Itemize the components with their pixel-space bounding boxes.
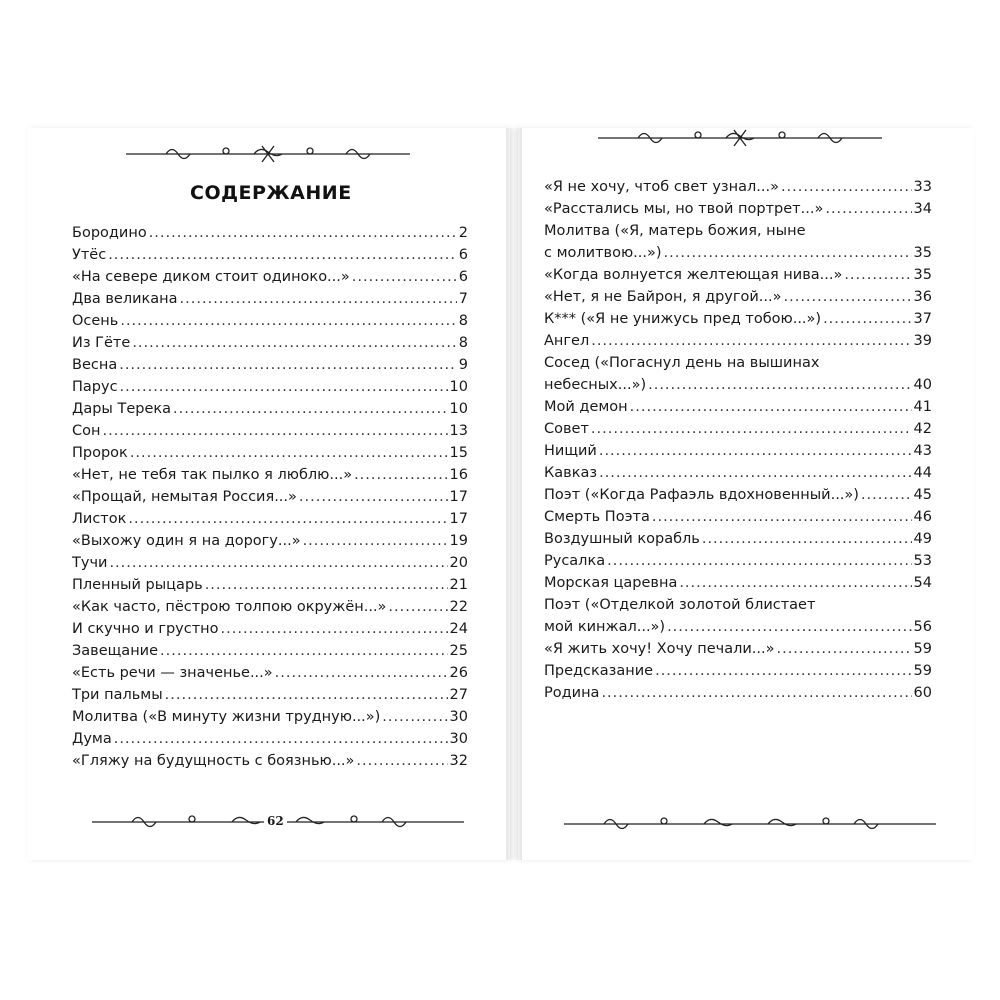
toc-entry-row (544, 462, 932, 484)
toc-entry-title: небесных...») (544, 377, 647, 393)
toc-entry (72, 750, 468, 772)
toc-entry-page: 13 (449, 423, 468, 439)
dot-leader (655, 660, 911, 682)
dot-leader (599, 462, 911, 484)
dot-leader (648, 374, 911, 396)
dot-leader (119, 354, 457, 376)
dot-leader (784, 286, 912, 308)
toc-entry-page: 25 (449, 643, 468, 659)
toc-entry-title: Совет (544, 421, 589, 437)
toc-entry-title: «Как часто, пёстрою толпою окружён...» (72, 599, 387, 615)
dot-leader (667, 616, 911, 638)
toc-entry (72, 398, 468, 420)
toc-entry-page: 10 (449, 379, 468, 395)
toc-entry-title: «На севере диком стоит одиноко...» (72, 269, 350, 285)
toc-entry-page: 17 (449, 511, 468, 527)
toc-entry-row (72, 684, 468, 706)
toc-entry (544, 352, 932, 396)
toc-entry-page: 45 (913, 487, 932, 503)
dot-leader (120, 310, 456, 332)
toc-entry (72, 706, 468, 728)
toc-entry-title: Пленный рыцарь (72, 577, 203, 593)
flourish-ornament-icon (126, 142, 410, 166)
toc-entry-page: 37 (913, 311, 932, 327)
flourish-ornament-icon (598, 126, 882, 150)
toc-entry (544, 440, 932, 462)
toc-entry-page: 53 (913, 553, 932, 569)
toc-entry-page: 54 (913, 575, 932, 591)
toc-entry-title: Дума (72, 731, 112, 747)
dot-leader (844, 264, 911, 286)
toc-entry-title-line: Сосед («Погаснул день на вышинах (544, 355, 820, 371)
toc-entry-title: с молитвою...») (544, 245, 662, 261)
toc-entry-page: 10 (449, 401, 468, 417)
toc-entry (72, 244, 468, 266)
dot-leader (149, 222, 457, 244)
toc-entry-title: Два великана (72, 291, 178, 307)
toc-entry-title: Тучи (72, 555, 108, 571)
toc-entry-title: Морская царевна (544, 575, 678, 591)
dot-leader (630, 396, 912, 418)
toc-entry-page: 8 (458, 335, 468, 351)
toc-entry-row (72, 244, 468, 266)
toc-entry-title: Нищий (544, 443, 597, 459)
toc-entry-title: Кавказ (544, 465, 598, 481)
toc-entry (72, 332, 468, 354)
toc-entry-row (72, 706, 468, 728)
table-of-contents-left (72, 222, 468, 772)
toc-entry-row (544, 330, 932, 352)
toc-entry-title: «Я жить хочу! Хочу печали...» (544, 641, 775, 657)
toc-entry-page: 20 (449, 555, 468, 571)
dot-leader (776, 638, 911, 660)
toc-entry-page: 39 (913, 333, 932, 349)
toc-entry-page: 35 (913, 245, 932, 261)
dot-leader (354, 464, 447, 486)
toc-entry-row (544, 440, 932, 462)
toc-entry-row (72, 222, 468, 244)
toc-entry-row (544, 528, 932, 550)
toc-entry-page: 6 (458, 247, 468, 263)
dot-leader (128, 508, 447, 530)
toc-entry-row (544, 616, 932, 638)
dot-leader (664, 242, 912, 264)
toc-entry-page: 9 (458, 357, 468, 373)
table-of-contents-right (544, 176, 932, 704)
toc-entry (544, 528, 932, 550)
toc-entry-title: К*** («Я не унижусь пред тобою...») (544, 311, 822, 327)
dot-leader (352, 266, 457, 288)
toc-entry-page: 46 (913, 509, 932, 525)
toc-entry (72, 662, 468, 684)
toc-entry-row (544, 286, 932, 308)
toc-entry-title: мой кинжал...») (544, 619, 666, 635)
toc-entry-row (72, 596, 468, 618)
toc-entry (72, 442, 468, 464)
toc-entry-row (544, 506, 932, 528)
toc-entry-row (72, 464, 468, 486)
toc-entry-page: 56 (913, 619, 932, 635)
toc-entry-title: Русалка (544, 553, 606, 569)
toc-entry (544, 682, 932, 704)
dot-leader (130, 442, 448, 464)
dot-leader (299, 486, 448, 508)
toc-entry-page: 30 (449, 731, 468, 747)
dot-leader (601, 682, 911, 704)
toc-entry-row (72, 332, 468, 354)
toc-entry-page: 35 (913, 267, 932, 283)
toc-entry-title: «Когда волнуется желтеющая нива...» (544, 267, 843, 283)
toc-entry-title-line: Поэт («Отделкой золотой блистает (544, 597, 816, 613)
toc-entry-title: Смерть Поэта (544, 509, 650, 525)
toc-entry-page: 24 (449, 621, 468, 637)
toc-entry-page: 6 (458, 269, 468, 285)
toc-entry-title: «Прощай, немытая Россия...» (72, 489, 297, 505)
dot-leader (823, 308, 911, 330)
toc-entry-title: Сон (72, 423, 101, 439)
toc-entry-row (72, 552, 468, 574)
toc-entry (544, 264, 932, 286)
toc-entry (72, 596, 468, 618)
toc-entry-page: 21 (449, 577, 468, 593)
toc-entry-row (72, 750, 468, 772)
toc-entry-row (72, 662, 468, 684)
toc-entry-page: 33 (913, 179, 932, 195)
toc-entry (544, 462, 932, 484)
dot-leader (861, 484, 912, 506)
toc-entry-row (544, 418, 932, 440)
toc-entry-row (544, 572, 932, 594)
toc-entry-page: 36 (913, 289, 932, 305)
toc-entry (72, 354, 468, 376)
toc-entry (72, 640, 468, 662)
toc-entry-row (72, 508, 468, 530)
toc-entry-row (72, 288, 468, 310)
toc-entry (544, 550, 932, 572)
toc-entry (544, 198, 932, 220)
toc-entry (72, 530, 468, 552)
toc-entry (72, 288, 468, 310)
toc-entry-row (72, 354, 468, 376)
dot-leader (102, 420, 447, 442)
toc-entry-page: 42 (913, 421, 932, 437)
dot-leader (679, 572, 911, 594)
toc-entry (544, 484, 932, 506)
toc-entry (72, 684, 468, 706)
toc-entry-page: 59 (913, 641, 932, 657)
toc-entry-page: 60 (913, 685, 932, 701)
toc-entry-title: Мой демон (544, 399, 628, 415)
toc-entry-row (544, 264, 932, 286)
toc-entry (544, 638, 932, 660)
toc-entry-row (544, 660, 932, 682)
toc-entry (544, 396, 932, 418)
toc-entry-title: И скучно и грустно (72, 621, 219, 637)
toc-entry-row (544, 374, 932, 396)
dot-leader (356, 750, 447, 772)
dot-leader (221, 618, 448, 640)
dot-leader (382, 706, 447, 728)
toc-entry (72, 574, 468, 596)
toc-entry-title: Родина (544, 685, 600, 701)
toc-entry-row (72, 728, 468, 750)
page-title: СОДЕРЖАНИЕ (190, 182, 352, 204)
page-number: 62 (264, 814, 287, 828)
toc-entry-title: Утёс (72, 247, 107, 263)
toc-entry-row (544, 638, 932, 660)
toc-entry-title: Пророк (72, 445, 128, 461)
dot-leader (160, 640, 448, 662)
toc-entry-page: 17 (449, 489, 468, 505)
dot-leader (173, 398, 448, 420)
toc-entry-title: Молитва («В минуту жизни трудную...») (72, 709, 381, 725)
toc-entry-title: Бородино (72, 225, 147, 241)
dot-leader (781, 176, 912, 198)
toc-entry-page: 16 (449, 467, 468, 483)
dot-leader (205, 574, 448, 596)
dot-leader (591, 330, 911, 352)
toc-entry (544, 660, 932, 682)
toc-entry-title: Воздушный корабль (544, 531, 700, 547)
dot-leader (109, 552, 447, 574)
dot-leader (652, 506, 912, 528)
toc-entry-page: 7 (458, 291, 468, 307)
dot-leader (591, 418, 912, 440)
toc-entry-page: 43 (913, 443, 932, 459)
toc-entry (544, 176, 932, 198)
toc-entry-title: «Расстались мы, но твой портрет...» (544, 201, 824, 217)
toc-entry (544, 330, 932, 352)
dot-leader (599, 440, 912, 462)
book-gutter (506, 128, 522, 860)
dot-leader (165, 684, 448, 706)
toc-entry-page: 22 (449, 599, 468, 615)
toc-entry-row (544, 176, 932, 198)
toc-entry-row (72, 420, 468, 442)
toc-entry (72, 310, 468, 332)
toc-entry (72, 486, 468, 508)
toc-entry-title: Из Гёте (72, 335, 131, 351)
toc-entry-title: «Выхожу один я на дорогу...» (72, 533, 301, 549)
toc-entry-title: «Нет, не тебя так пылко я люблю...» (72, 467, 353, 483)
toc-entry-row (72, 442, 468, 464)
dot-leader (303, 530, 448, 552)
toc-entry-page: 44 (913, 465, 932, 481)
toc-entry-row (72, 376, 468, 398)
toc-entry-row (72, 398, 468, 420)
toc-entry-title: Весна (72, 357, 118, 373)
dot-leader (607, 550, 911, 572)
toc-entry-row (72, 310, 468, 332)
dot-leader (132, 332, 456, 354)
toc-entry (544, 286, 932, 308)
toc-entry (544, 572, 932, 594)
dot-leader (275, 662, 448, 684)
toc-entry-title-line: Молитва («Я, матерь божия, ныне (544, 223, 806, 239)
toc-entry (544, 594, 932, 638)
toc-entry-row (544, 396, 932, 418)
toc-entry-page: 49 (913, 531, 932, 547)
toc-entry-page: 2 (458, 225, 468, 241)
toc-entry-page: 34 (913, 201, 932, 217)
toc-entry (72, 222, 468, 244)
toc-entry-page: 27 (449, 687, 468, 703)
toc-entry-title: Осень (72, 313, 119, 329)
toc-entry-page: 8 (458, 313, 468, 329)
toc-entry-row (72, 486, 468, 508)
toc-entry-row (544, 308, 932, 330)
toc-entry-title: Ангел (544, 333, 590, 349)
toc-entry-title: Предсказание (544, 663, 654, 679)
toc-entry (72, 266, 468, 288)
toc-entry (72, 376, 468, 398)
toc-entry (72, 728, 468, 750)
toc-entry (544, 220, 932, 264)
toc-entry-page: 26 (449, 665, 468, 681)
toc-entry-title: Дары Терека (72, 401, 172, 417)
toc-entry (72, 420, 468, 442)
toc-entry-row (72, 530, 468, 552)
toc-entry-title: Три пальмы (72, 687, 163, 703)
toc-entry-row (72, 640, 468, 662)
toc-entry-page: 41 (913, 399, 932, 415)
toc-entry-title: Поэт («Когда Рафаэль вдохновенный...») (544, 487, 859, 503)
toc-entry-title: «Есть речи — значенье...» (72, 665, 273, 681)
dot-leader (114, 728, 448, 750)
toc-entry-title: Листок (72, 511, 127, 527)
toc-entry-title: Завещание (72, 643, 159, 659)
toc-entry-row (72, 618, 468, 640)
toc-entry-title: «Гляжу на будущность с боязнью...» (72, 753, 355, 769)
toc-entry-page: 59 (913, 663, 932, 679)
toc-entry-title: «Нет, я не Байрон, я другой...» (544, 289, 782, 305)
dot-leader (388, 596, 447, 618)
dot-leader (120, 376, 448, 398)
toc-entry (544, 418, 932, 440)
toc-entry (544, 308, 932, 330)
toc-entry-page: 30 (449, 709, 468, 725)
toc-entry (72, 618, 468, 640)
dot-leader (702, 528, 912, 550)
toc-entry-title: Парус (72, 379, 118, 395)
dot-leader (825, 198, 911, 220)
toc-entry-row (544, 550, 932, 572)
toc-entry-page: 40 (913, 377, 932, 393)
toc-entry-page: 19 (449, 533, 468, 549)
dot-leader (108, 244, 457, 266)
toc-entry-row (72, 574, 468, 596)
toc-entry (72, 464, 468, 486)
toc-entry (544, 506, 932, 528)
toc-entry-row (544, 242, 932, 264)
toc-entry-row (544, 198, 932, 220)
toc-entry-row (544, 682, 932, 704)
toc-entry-title: «Я не хочу, чтоб свет узнал...» (544, 179, 779, 195)
toc-entry-page: 32 (449, 753, 468, 769)
flourish-ornament-icon (564, 812, 936, 836)
toc-entry (72, 552, 468, 574)
toc-entry (72, 508, 468, 530)
toc-entry-row (72, 266, 468, 288)
toc-entry-page: 15 (449, 445, 468, 461)
toc-entry-row (544, 484, 932, 506)
dot-leader (180, 288, 457, 310)
